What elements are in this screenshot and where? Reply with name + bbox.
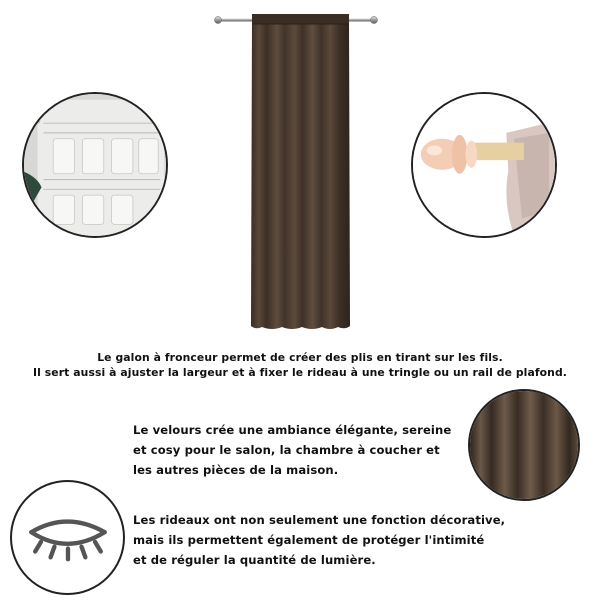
velvet-caption: [133, 420, 473, 480]
closed-eye-icon: [10, 480, 125, 595]
heading-tape-caption: [20, 350, 580, 380]
privacy-caption-line: et de réguler la quantité de lumière.: [133, 553, 376, 567]
rod-finial-detail-image: [411, 92, 557, 238]
privacy-caption-line: mais ils permettent également de protéger l'intimité: [133, 533, 485, 547]
heading-tape-caption-line: Le galon à fronceur permet de créer des plis en tirant sur les fils.: [97, 351, 503, 364]
privacy-caption: [133, 510, 533, 570]
velvet-caption-line: Le velours crée une ambiance élégante, sereine: [133, 423, 452, 437]
curtain-panel-image: [250, 14, 351, 332]
velvet-caption-line: et cosy pour le salon, la chambre à coucher et: [133, 443, 440, 457]
heading-tape-caption-line: Il sert aussi à ajuster la largeur et à fixer le rideau à une tringle ou un rail de plafond.: [33, 366, 567, 379]
velvet-folds-detail-image: [468, 389, 580, 501]
heading-tape-detail-image: [22, 92, 168, 238]
velvet-caption-line: les autres pièces de la maison.: [133, 463, 339, 477]
privacy-caption-line: Les rideaux ont non seulement une fonction décorative,: [133, 513, 506, 527]
